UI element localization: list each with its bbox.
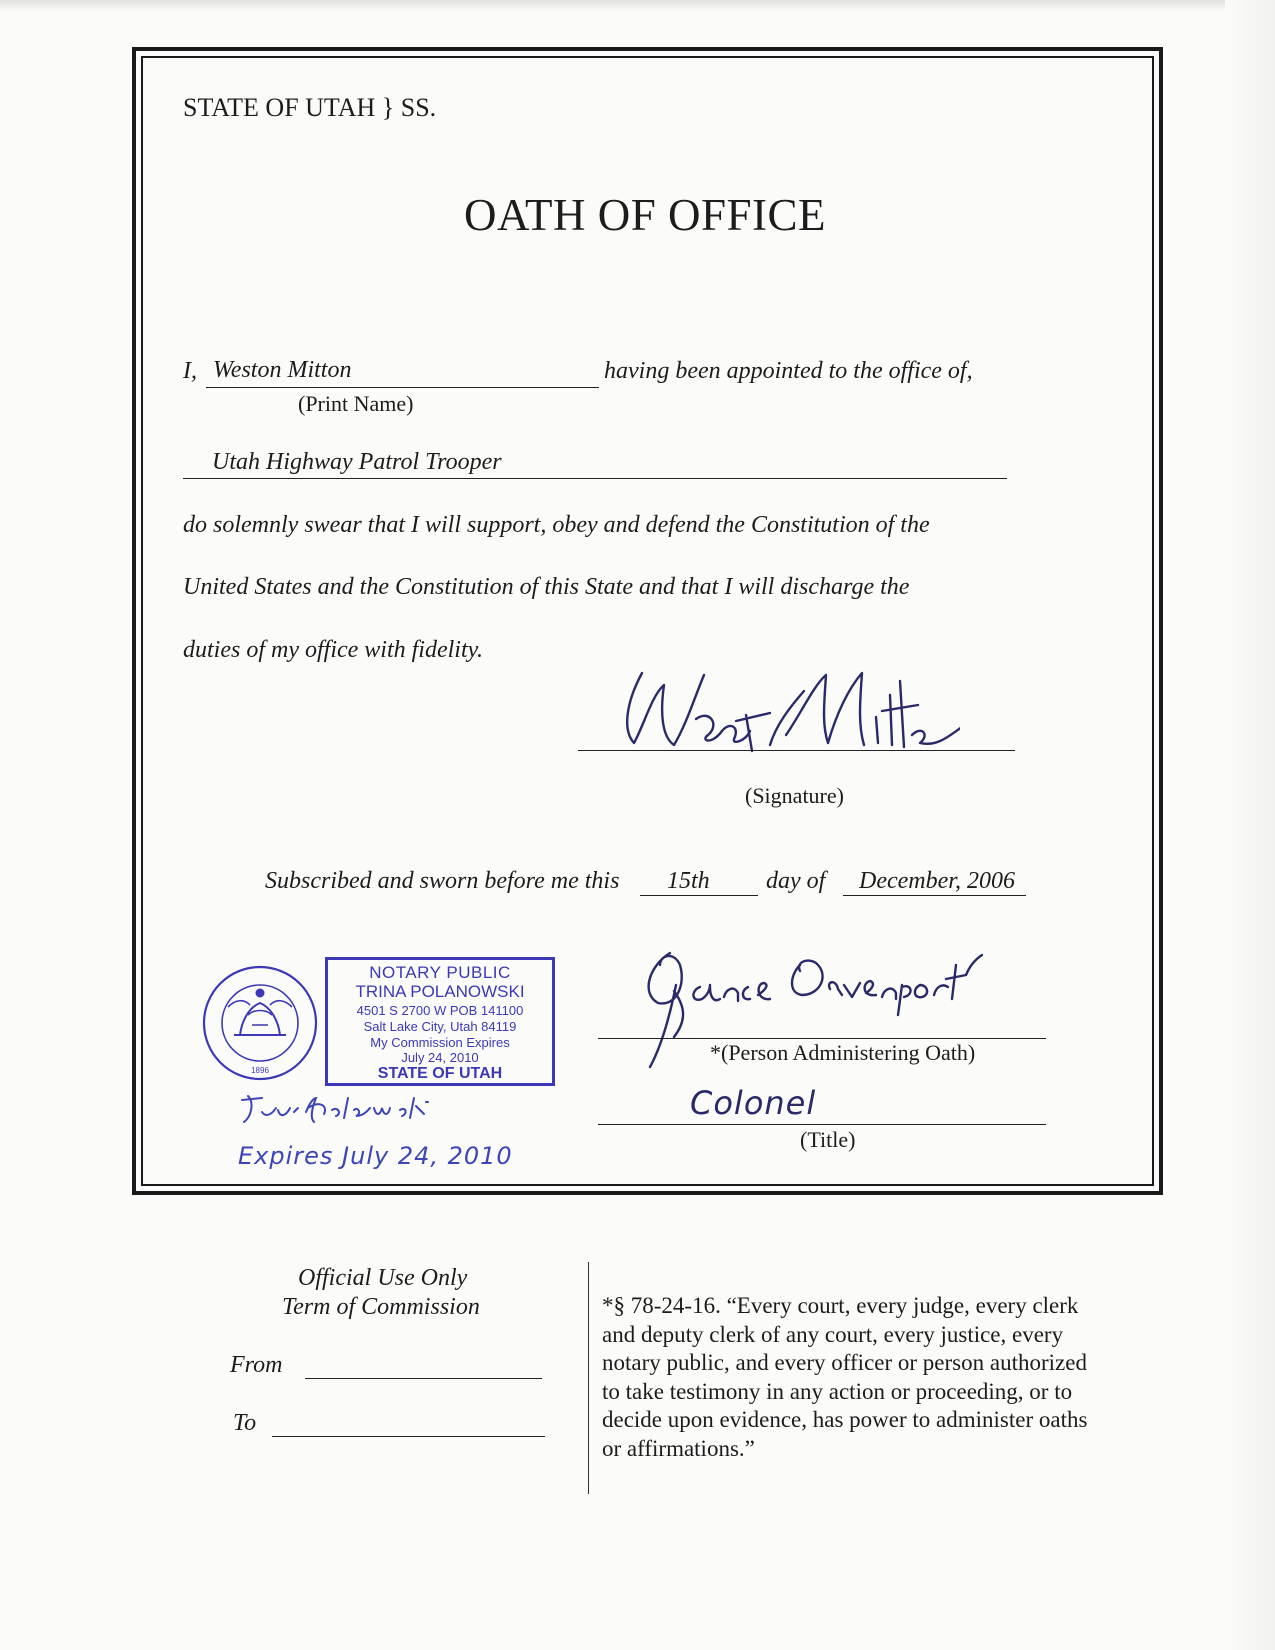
name-blank-line (206, 387, 599, 388)
from-label: From (230, 1352, 283, 1378)
day-blank-line (640, 895, 758, 896)
subscription-prefix: Subscribed and sworn before me this (265, 868, 620, 894)
signature-caption: (Signature) (745, 783, 844, 808)
term-of-commission-heading: Term of Commission (282, 1294, 480, 1320)
oath-taker-signature (600, 655, 960, 765)
scan-shadow-top (0, 0, 1275, 12)
seal-year: 1896 (251, 1066, 269, 1075)
notary-stamp-state: STATE OF UTAH (377, 1065, 503, 1082)
notary-stamp-line-1: NOTARY PUBLIC (369, 963, 511, 982)
sworn-day-value: 15th (667, 868, 710, 894)
state-venue-line: STATE OF UTAH } SS. (183, 93, 437, 122)
notary-stamp-city: Salt Lake City, Utah 84119 (363, 1019, 517, 1034)
official-use-heading: Official Use Only (298, 1265, 468, 1291)
state-seal-icon (200, 963, 320, 1083)
oath-appointment-text: having been appointed to the office of, (604, 358, 973, 384)
title-caption: (Title) (800, 1127, 856, 1152)
to-label: To (233, 1410, 257, 1436)
scan-shadow-right (1225, 0, 1275, 1650)
sworn-month-year-value: December, 2006 (859, 868, 1015, 894)
notary-handwritten-expiry: Expires July 24, 2010 (238, 1142, 513, 1170)
title-line (598, 1124, 1046, 1125)
document-title: OATH OF OFFICE (463, 190, 827, 240)
notary-stamp-address: 4501 S 2700 W POB 141100 (356, 1003, 524, 1018)
from-blank-field[interactable] (305, 1378, 542, 1379)
administrator-signature-line (598, 1038, 1046, 1039)
statute-footnote: *§ 78-24-16. “Every court, every judge, every clerk and deputy clerk of any court, every justice, every notary public, and every officer or person authorized to take testimony in any action or proceeding, or to decide upon evidence, has power to administer oaths or affirmations.” (602, 1293, 1088, 1461)
administrator-caption: *(Person Administering Oath) (710, 1040, 976, 1065)
notary-stamp (200, 955, 558, 1090)
month-year-blank-line (843, 895, 1026, 896)
administrator-title-value: Colonel (690, 1084, 817, 1122)
office-value: Utah Highway Patrol Trooper (212, 449, 502, 475)
signature-line (578, 750, 1015, 751)
printed-name-value: Weston Mitton (213, 357, 352, 383)
print-name-caption: (Print Name) (298, 391, 414, 416)
oath-body-line-3: duties of my office with fidelity. (183, 637, 483, 663)
notary-stamp-commission-label: My Commission Expires (370, 1035, 510, 1050)
section-divider (588, 1262, 589, 1494)
to-blank-field[interactable] (272, 1436, 545, 1437)
oath-body-line-2: United States and the Constitution of this State and that I will discharge the (183, 574, 910, 600)
notary-signature (240, 1088, 460, 1130)
office-blank-line (183, 478, 1007, 479)
notary-stamp-commission-date: July 24, 2010 (401, 1050, 479, 1065)
oath-body-line-1: do solemnly swear that I will support, obey and defend the Constitution of the (183, 512, 930, 538)
oath-prefix: I, (183, 358, 197, 384)
subscription-day-of: day of (766, 868, 826, 894)
notary-stamp-name: TRINA POLANOWSKI (355, 982, 525, 1001)
